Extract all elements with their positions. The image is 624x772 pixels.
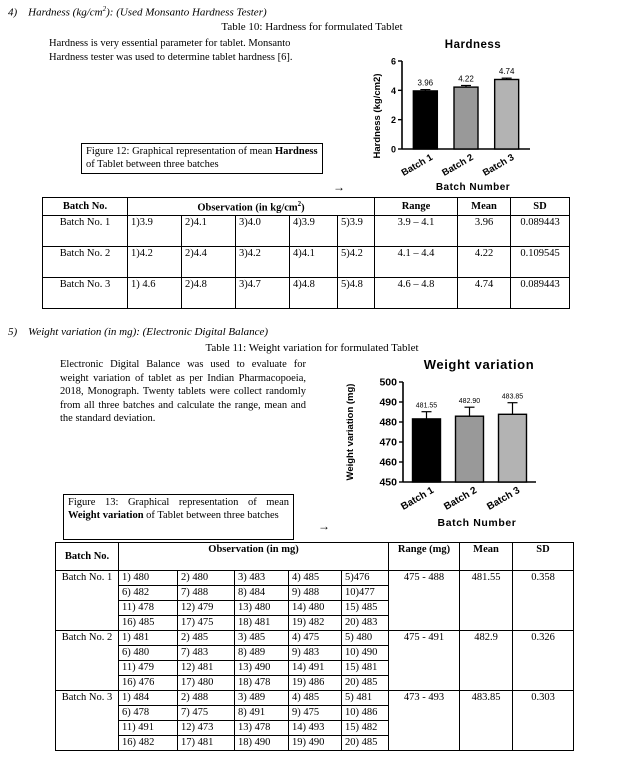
obs-cell: 19) 486 xyxy=(289,676,342,691)
y-tick-label: 480 xyxy=(379,416,397,429)
obs-cell: 7) 483 xyxy=(178,646,235,661)
caption-text: Figure 13: Graphical representation of mean xyxy=(68,497,289,508)
range-cell: 3.9 – 4.1 xyxy=(375,216,458,247)
mean-cell: 4.74 xyxy=(458,278,511,309)
obs-cell: 4) 485 xyxy=(289,691,342,706)
obs-cell: 1)4.2 xyxy=(128,247,182,278)
obs-cell: 3) 485 xyxy=(235,631,289,646)
y-tick-label: 460 xyxy=(379,456,397,469)
figure-13-caption xyxy=(63,494,294,540)
header-mean: Mean xyxy=(458,198,511,216)
obs-cell: 5) 480 xyxy=(342,631,389,646)
obs-cell: 2) 480 xyxy=(178,571,235,586)
arrow-icon: → xyxy=(318,519,330,533)
obs-cell: 6) 478 xyxy=(119,706,178,721)
mean-cell: 481.55 xyxy=(460,571,513,631)
obs-cell: 3)4.7 xyxy=(236,278,290,309)
table-row xyxy=(43,216,570,247)
header-range: Range xyxy=(375,198,458,216)
obs-cell: 1) 4.6 xyxy=(128,278,182,309)
data-label: 483.85 xyxy=(501,393,524,401)
figure-12-caption xyxy=(81,143,323,174)
x-tick-label: Batch 2 xyxy=(440,152,476,179)
obs-cell: 18) 481 xyxy=(235,616,289,631)
weight-table xyxy=(55,542,574,751)
table-11-caption: Table 11: Weight variation for formulated Tablet xyxy=(205,342,419,354)
y-axis-label: Weight variation (mg) xyxy=(345,383,356,481)
table-header-row xyxy=(56,543,574,571)
batch-cell: Batch No. 2 xyxy=(43,247,128,278)
obs-cell: 14) 493 xyxy=(289,721,342,736)
table-row xyxy=(56,691,574,706)
section-title: Hardness (kg/cm xyxy=(28,6,103,19)
header-observation-text: Observation (in kg/cm xyxy=(197,202,298,214)
mean-cell: 482.9 xyxy=(460,631,513,691)
y-tick-label: 490 xyxy=(379,396,397,409)
obs-cell: 9) 488 xyxy=(289,586,342,601)
obs-cell: 12) 473 xyxy=(178,721,235,736)
header-sd: SD xyxy=(511,198,570,216)
mean-cell: 4.22 xyxy=(458,247,511,278)
obs-cell: 3)4.2 xyxy=(236,247,290,278)
obs-cell: 20) 485 xyxy=(342,736,389,751)
data-label: 481.55 xyxy=(415,402,438,410)
obs-cell: 8) 491 xyxy=(235,706,289,721)
mean-cell: 483.85 xyxy=(460,691,513,751)
y-axis-label: Hardness (kg/cm2) xyxy=(372,73,383,159)
caption-bold: Hardness xyxy=(274,146,318,157)
obs-cell: 20) 485 xyxy=(342,676,389,691)
obs-cell: 2)4.1 xyxy=(182,216,236,247)
obs-cell: 10) 486 xyxy=(342,706,389,721)
obs-cell: 14) 491 xyxy=(289,661,342,676)
sd-cell: 0.326 xyxy=(513,631,574,691)
obs-cell: 5)476 xyxy=(342,571,389,586)
section-number: 4) xyxy=(8,6,18,19)
x-axis-label: Batch Number xyxy=(437,517,517,529)
section-title: Weight variation (in mg): (Electronic Digital Balance) xyxy=(28,326,269,338)
y-tick-label: 470 xyxy=(379,436,397,449)
obs-cell: 8) 484 xyxy=(235,586,289,601)
caption-text: Figure 12: Graphical representation of mean xyxy=(86,146,275,157)
obs-cell: 6) 480 xyxy=(119,646,178,661)
bar xyxy=(495,79,519,149)
obs-cell: 6) 482 xyxy=(119,586,178,601)
obs-cell: 16) 482 xyxy=(119,736,178,751)
x-tick-label: Batch 1 xyxy=(399,152,435,179)
obs-cell: 15) 482 xyxy=(342,721,389,736)
table-row xyxy=(43,247,570,278)
bar xyxy=(413,419,441,482)
section-5-heading xyxy=(8,326,268,338)
obs-cell: 1)3.9 xyxy=(128,216,182,247)
mean-cell: 3.96 xyxy=(458,216,511,247)
obs-cell: 4)4.8 xyxy=(290,278,338,309)
obs-cell: 2)4.4 xyxy=(182,247,236,278)
sd-cell: 0.109545 xyxy=(511,247,570,278)
obs-cell: 5)3.9 xyxy=(338,216,375,247)
table-row xyxy=(56,571,574,586)
section-4-heading xyxy=(8,5,267,19)
obs-cell: 4)3.9 xyxy=(290,216,338,247)
obs-cell: 13) 478 xyxy=(235,721,289,736)
obs-cell: 11) 491 xyxy=(119,721,178,736)
chart-title: Weight variation xyxy=(423,357,535,372)
x-tick-label: Batch 2 xyxy=(442,485,479,513)
arrow-icon: → xyxy=(333,180,345,194)
weight-table-body xyxy=(56,571,574,751)
batch-cell: Batch No. 2 xyxy=(56,631,119,691)
table-10-caption: Table 10: Hardness for formulated Tablet xyxy=(221,21,403,33)
header-sd: SD xyxy=(513,543,574,571)
obs-cell: 18) 478 xyxy=(235,676,289,691)
bar xyxy=(499,414,527,482)
header-range: Range (mg) xyxy=(389,543,460,571)
range-cell: 475 - 491 xyxy=(389,631,460,691)
obs-cell: 3) 489 xyxy=(235,691,289,706)
obs-cell: 5) 481 xyxy=(342,691,389,706)
sd-cell: 0.089443 xyxy=(511,278,570,309)
obs-cell: 1) 480 xyxy=(119,571,178,586)
obs-cell: 4) 485 xyxy=(289,571,342,586)
bar xyxy=(454,87,478,149)
y-tick-label: 500 xyxy=(379,376,397,389)
obs-cell: 12) 481 xyxy=(178,661,235,676)
y-tick-label: 6 xyxy=(390,56,396,67)
obs-cell: 7) 475 xyxy=(178,706,235,721)
range-cell: 4.1 – 4.4 xyxy=(375,247,458,278)
plot-area xyxy=(391,57,530,179)
data-label: 4.22 xyxy=(458,74,474,84)
obs-cell: 20) 483 xyxy=(342,616,389,631)
batch-cell: Batch No. 1 xyxy=(43,216,128,247)
obs-cell: 7) 488 xyxy=(178,586,235,601)
header-observation: Observation (in mg) xyxy=(119,543,389,571)
x-tick-label: Batch 1 xyxy=(399,485,436,513)
obs-cell: 14) 480 xyxy=(289,601,342,616)
obs-cell: 17) 475 xyxy=(178,616,235,631)
header-batch: Batch No. xyxy=(56,543,119,571)
section-title-tail: ): (Used Monsanto Hardness Tester) xyxy=(106,6,267,19)
obs-cell: 15) 481 xyxy=(342,661,389,676)
sd-cell: 0.089443 xyxy=(511,216,570,247)
batch-cell: Batch No. 3 xyxy=(56,691,119,751)
obs-cell: 15) 485 xyxy=(342,601,389,616)
obs-cell: 13) 480 xyxy=(235,601,289,616)
y-tick-label: 450 xyxy=(379,476,397,489)
plot-area xyxy=(379,377,536,513)
caption-text-tail: of Tablet between three batches xyxy=(86,159,219,170)
obs-cell: 11) 479 xyxy=(119,661,178,676)
obs-cell: 19) 490 xyxy=(289,736,342,751)
data-label: 482.90 xyxy=(458,398,481,406)
section-number: 5) xyxy=(8,326,18,338)
superscript: 2 xyxy=(297,199,302,208)
bar xyxy=(456,416,484,482)
obs-cell: 4) 475 xyxy=(289,631,342,646)
obs-cell: 4)4.1 xyxy=(290,247,338,278)
chart-title: Hardness xyxy=(444,39,502,51)
x-tick-label: Batch 3 xyxy=(480,152,517,179)
obs-cell: 16) 476 xyxy=(119,676,178,691)
header-observation xyxy=(128,198,375,216)
sd-cell: 0.303 xyxy=(513,691,574,751)
range-cell: 4.6 – 4.8 xyxy=(375,278,458,309)
obs-cell: 5)4.8 xyxy=(338,278,375,309)
obs-cell: 11) 478 xyxy=(119,601,178,616)
superscript: 2 xyxy=(102,5,107,13)
obs-cell: 3)4.0 xyxy=(236,216,290,247)
table-row xyxy=(56,631,574,646)
caption-bold: Weight variation xyxy=(68,510,144,521)
table-header-row xyxy=(43,198,570,216)
hardness-chart xyxy=(340,34,580,194)
range-cell: 473 - 493 xyxy=(389,691,460,751)
obs-cell: 19) 482 xyxy=(289,616,342,631)
obs-cell: 2) 488 xyxy=(178,691,235,706)
header-mean: Mean xyxy=(460,543,513,571)
y-tick-label: 0 xyxy=(390,144,396,155)
bar xyxy=(413,91,437,149)
hardness-paragraph: Hardness is very essential parameter for tablet. Monsanto Hardness tester was used to determine tablet hardness [6]. xyxy=(49,38,293,63)
obs-cell: 17) 481 xyxy=(178,736,235,751)
obs-cell: 3) 483 xyxy=(235,571,289,586)
sd-cell: 0.358 xyxy=(513,571,574,631)
obs-cell: 2) 485 xyxy=(178,631,235,646)
obs-cell: 12) 479 xyxy=(178,601,235,616)
weight-paragraph: Electronic Digital Balance was used to evaluate for weight variation of tablet as per Indian Pharmacopoeia, 2018, Monograph. Twenty tablets were collect randomly from all three batches and calculate the range, mean and the standard deviation. xyxy=(60,359,306,424)
obs-cell: 8) 489 xyxy=(235,646,289,661)
obs-cell: 9) 483 xyxy=(289,646,342,661)
range-cell: 475 - 488 xyxy=(389,571,460,631)
header-observation-tail: ) xyxy=(301,202,305,214)
obs-cell: 5)4.2 xyxy=(338,247,375,278)
obs-cell: 13) 490 xyxy=(235,661,289,676)
obs-cell: 18) 490 xyxy=(235,736,289,751)
y-tick-label: 2 xyxy=(390,115,396,126)
batch-cell: Batch No. 1 xyxy=(56,571,119,631)
obs-cell: 9) 475 xyxy=(289,706,342,721)
table-row xyxy=(43,278,570,309)
obs-cell: 10) 490 xyxy=(342,646,389,661)
obs-cell: 1) 481 xyxy=(119,631,178,646)
obs-cell: 17) 480 xyxy=(178,676,235,691)
batch-cell: Batch No. 3 xyxy=(43,278,128,309)
y-tick-label: 4 xyxy=(390,85,396,96)
obs-cell: 16) 485 xyxy=(119,616,178,631)
hardness-table xyxy=(42,197,570,309)
weight-chart xyxy=(338,355,578,533)
obs-cell: 2)4.8 xyxy=(182,278,236,309)
obs-cell: 1) 484 xyxy=(119,691,178,706)
x-axis-label: Batch Number xyxy=(435,182,511,193)
obs-cell: 10)477 xyxy=(342,586,389,601)
data-label: 4.74 xyxy=(498,67,515,77)
data-label: 3.96 xyxy=(417,78,434,88)
caption-text-tail: of Tablet between three batches xyxy=(143,510,279,521)
x-tick-label: Batch 3 xyxy=(485,485,522,513)
header-batch: Batch No. xyxy=(43,198,128,216)
